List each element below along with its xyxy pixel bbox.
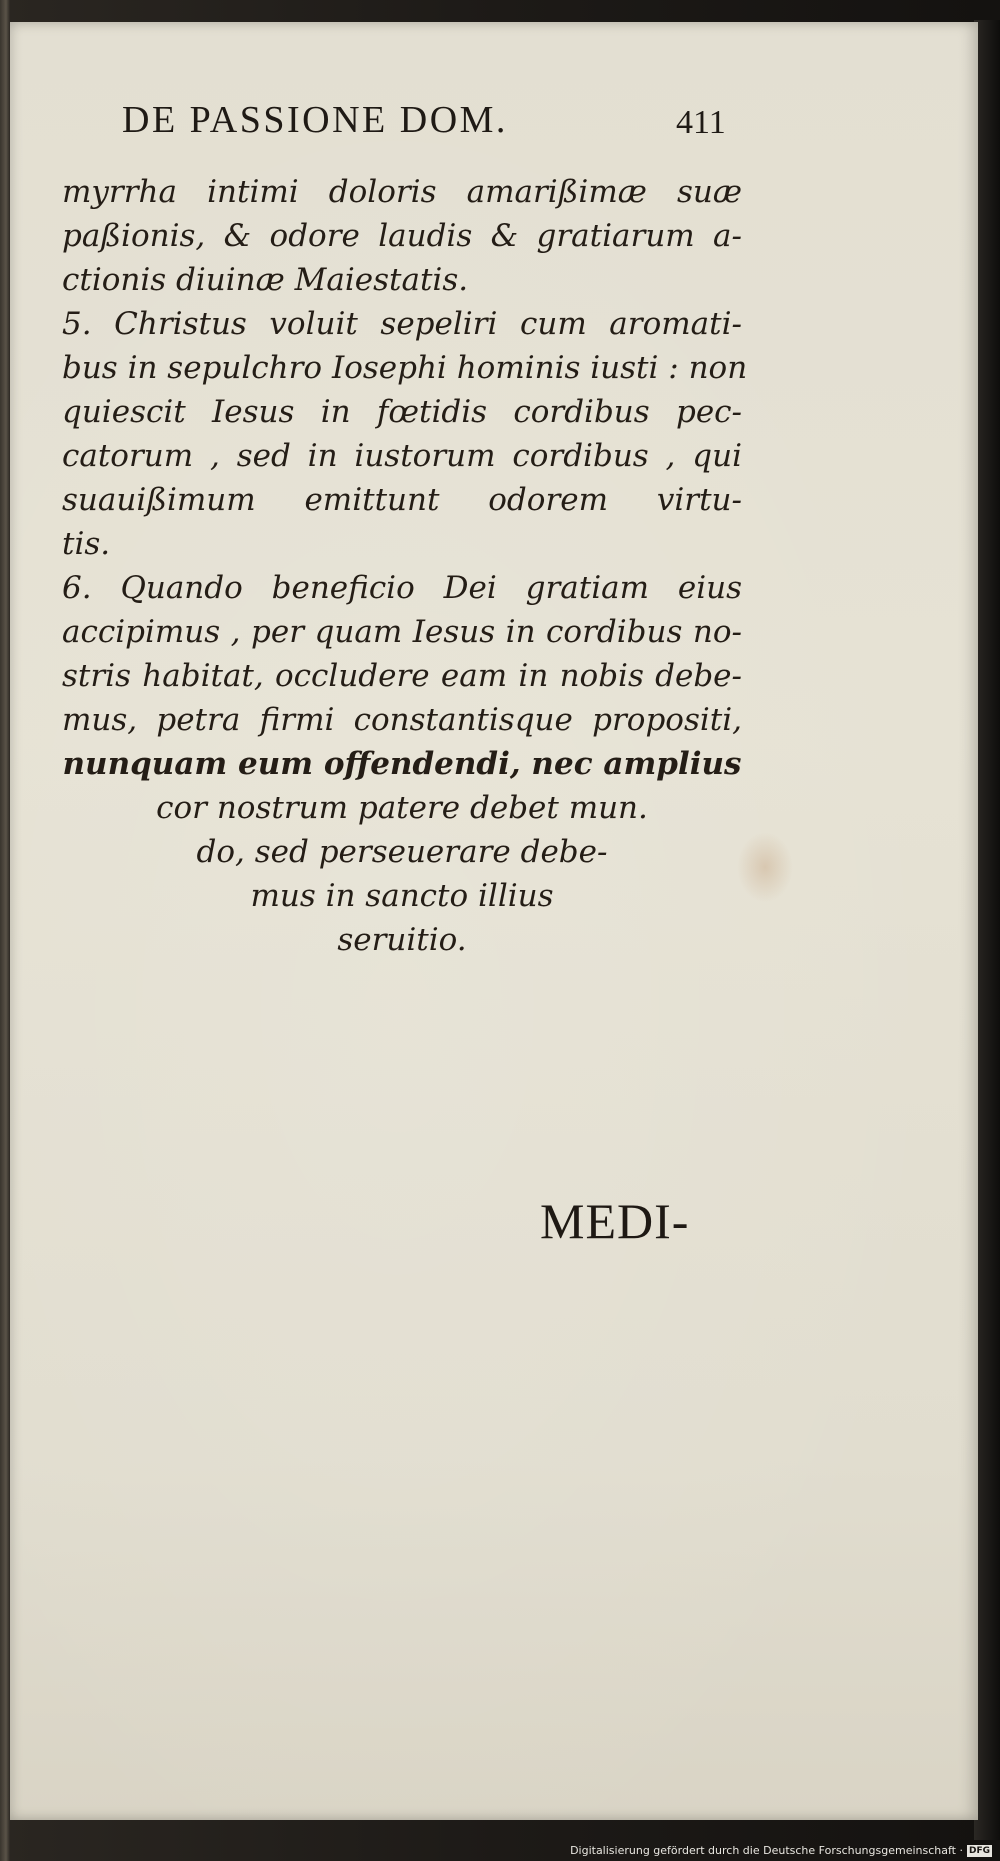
text-line: myrrha intimi doloris amarißimæ suæ: [62, 174, 742, 210]
text-line: stris habitat, occludere eam in nobis debe-: [62, 658, 742, 694]
text-line: seruitio.: [337, 922, 467, 958]
text-line: catorum , sed in iustorum cordibus , qui: [62, 438, 742, 474]
text-line: mus in sancto illius: [250, 878, 554, 914]
text-line: mus, petra firmi constantisque propositi,: [62, 702, 742, 738]
running-title: DE PASSIONE DOM.: [122, 99, 508, 141]
text-line: suauißimum emittunt odorem virtu-: [62, 482, 742, 518]
text-line: accipimus , per quam Iesus in cordibus no-: [62, 614, 742, 650]
book-page: [10, 22, 978, 1820]
text-line: ctionis diuinæ Maiestatis.: [62, 262, 469, 298]
text-line: quiescit Iesus in fœtidis cordibus pec-: [62, 394, 742, 430]
dfg-logo: DFG: [968, 1845, 990, 1856]
text-line: bus in sepulchro Iosephi hominis iusti : non: [62, 350, 748, 386]
text-line: nunquam eum offendendi, nec amplius: [62, 746, 742, 782]
text-line: paßionis, & odore laudis & gratiarum a-: [62, 218, 742, 254]
body-text: [62, 170, 748, 962]
book-spine: [0, 0, 10, 1861]
text-line: do, sed perseuerare debe-: [196, 834, 608, 870]
page-number: 411: [676, 104, 726, 141]
digitization-credit: [570, 1844, 992, 1857]
text-line: tis.: [62, 526, 111, 562]
text-line: 6. Quando beneficio Dei gratiam eius: [62, 570, 742, 606]
text-line: cor nostrum patere debet mun.: [156, 790, 648, 826]
text-line: 5. Christus voluit sepeliri cum aromati-: [62, 306, 742, 342]
catchword: MEDI-: [540, 1193, 690, 1249]
credit-text: Digitalisierung gefördert durch die Deutsche Forschungsgemeinschaft ·: [570, 1844, 963, 1857]
running-head: [108, 98, 728, 158]
